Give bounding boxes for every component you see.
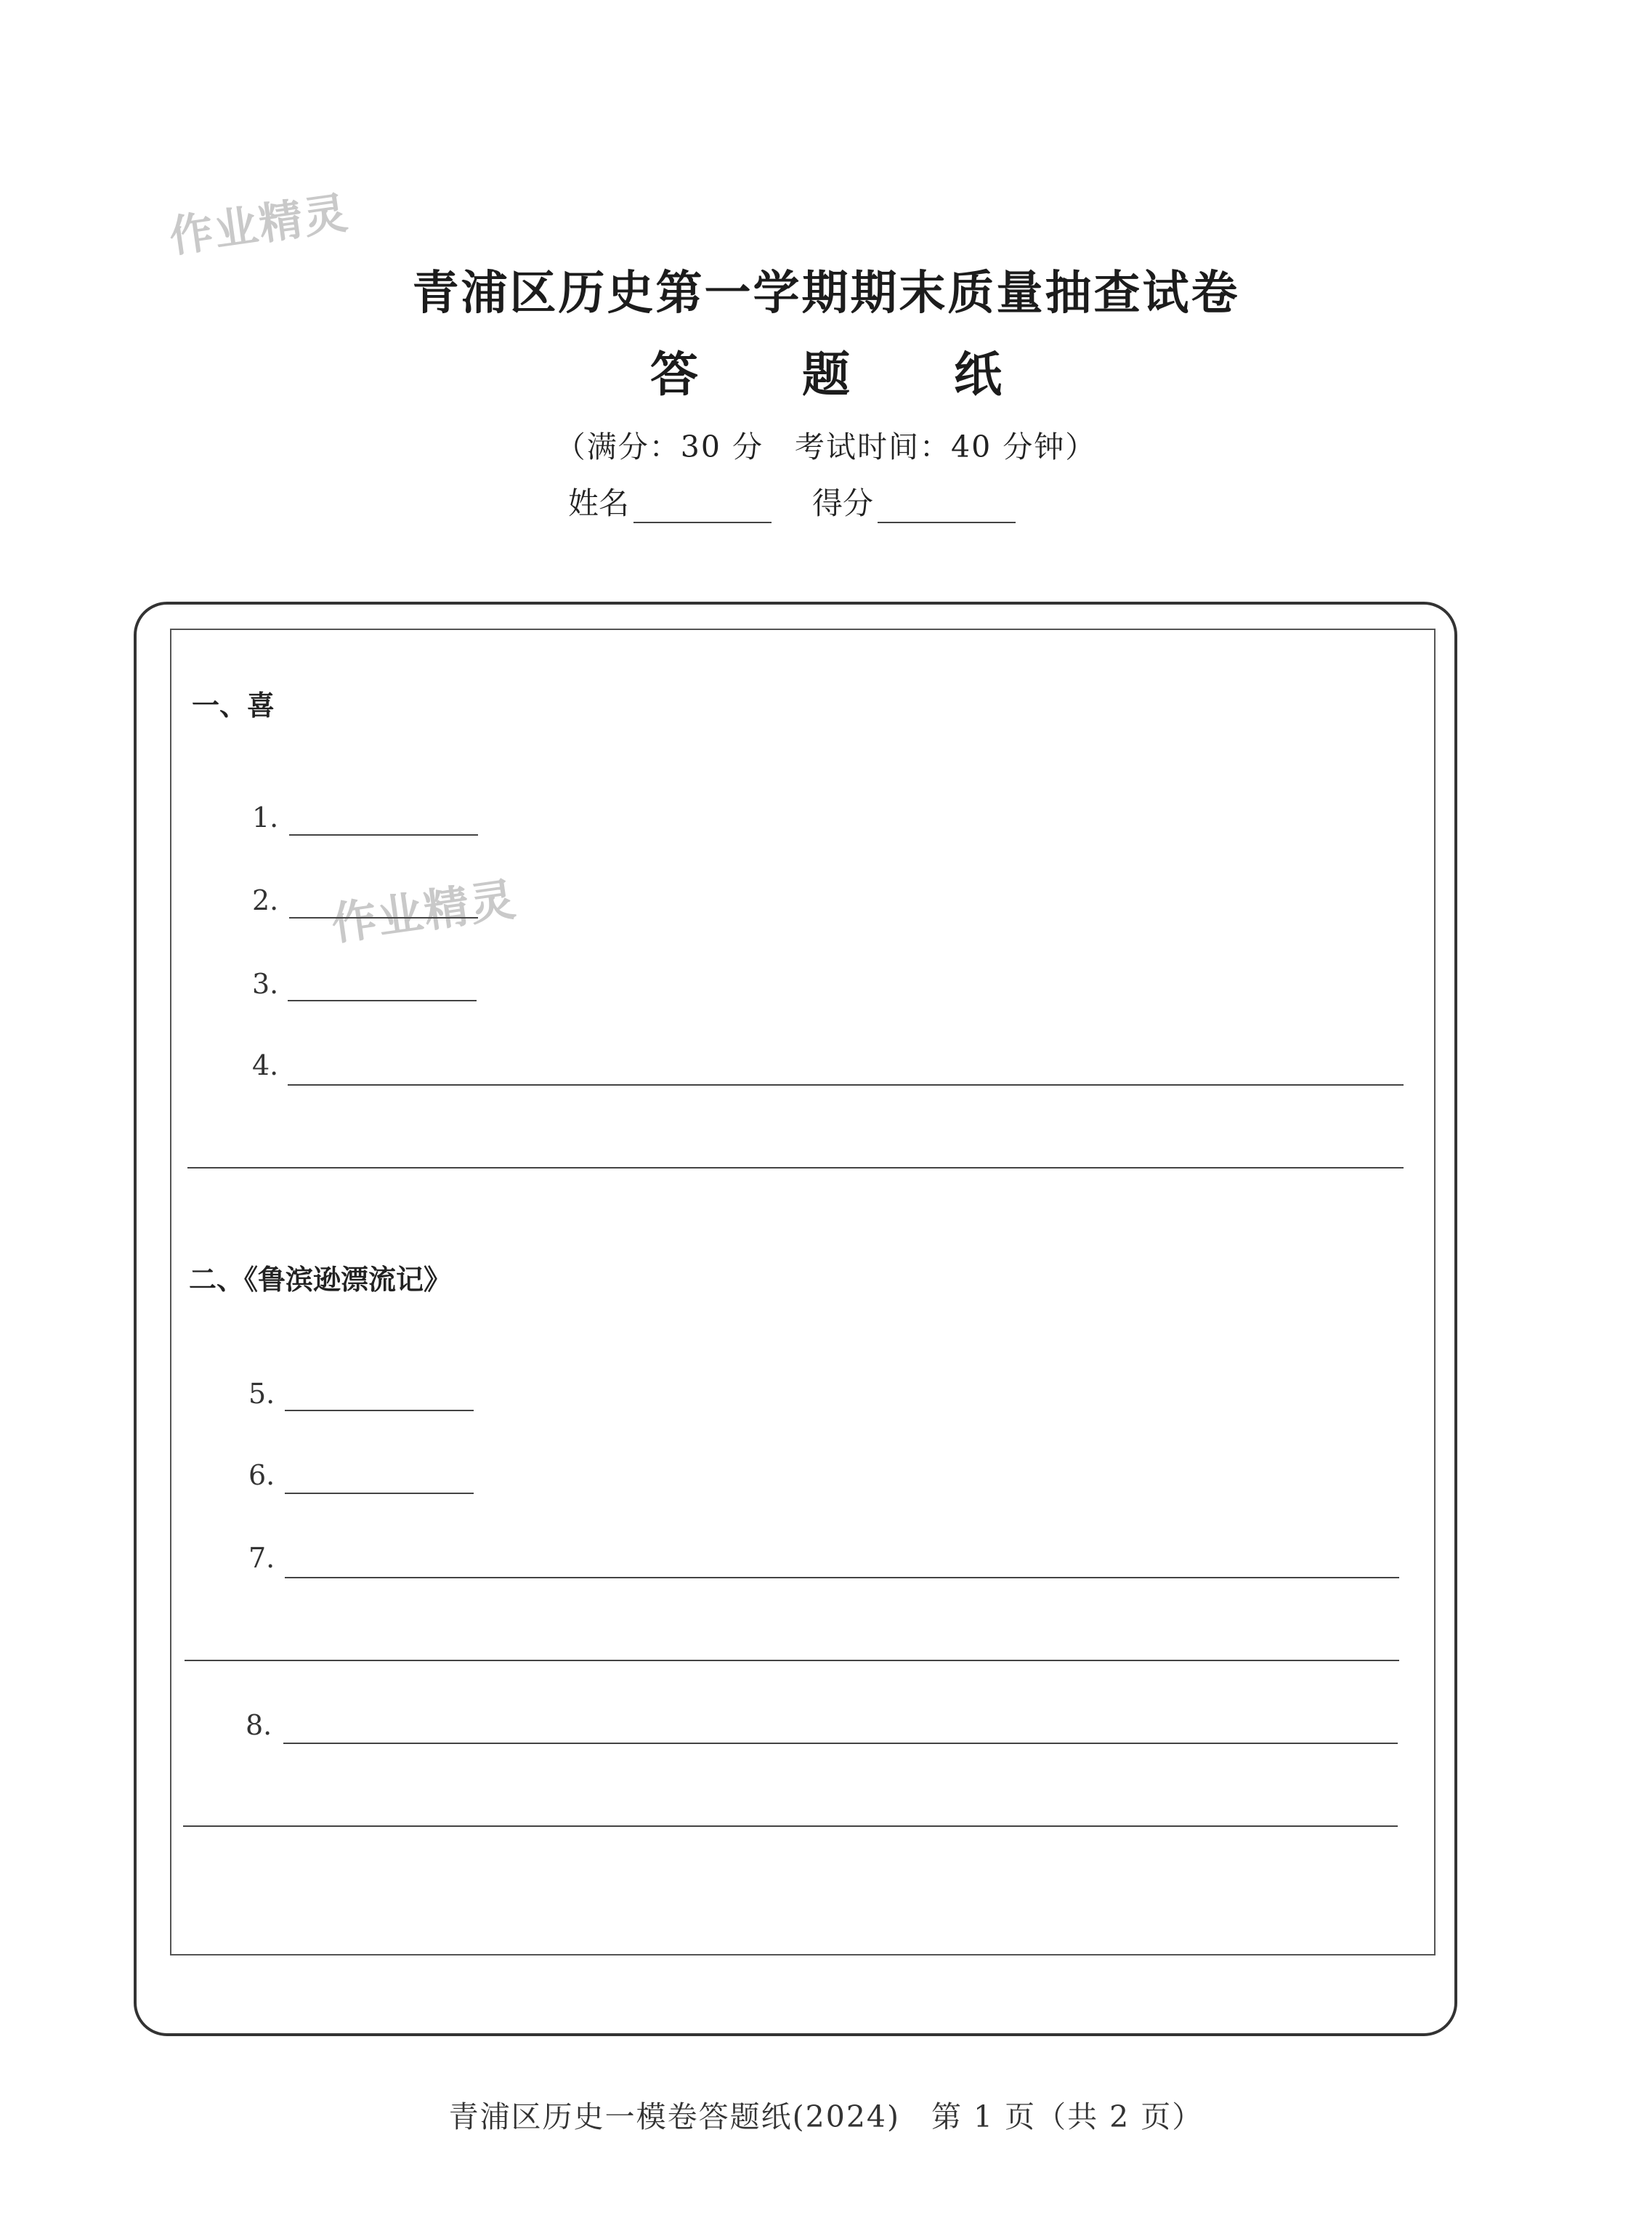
question-number: 6. — [248, 1459, 275, 1491]
name-label: 姓名 — [568, 485, 630, 521]
question-number: 7. — [248, 1542, 275, 1574]
answer-line-6[interactable] — [285, 1493, 474, 1494]
name-field[interactable] — [633, 490, 772, 523]
score-label: 得分 — [812, 485, 874, 521]
answer-line-5[interactable] — [285, 1410, 474, 1411]
score-field[interactable] — [878, 490, 1016, 523]
answer-line-8[interactable] — [283, 1743, 1398, 1744]
answer-line-4-continued[interactable] — [187, 1167, 1404, 1168]
question-number: 8. — [246, 1709, 272, 1741]
watermark: 作业精灵 — [166, 187, 352, 263]
answer-line-7[interactable] — [285, 1577, 1399, 1578]
section-heading: 一、喜 — [192, 690, 275, 722]
watermark: 作业精灵 — [328, 872, 520, 951]
answer-line-4[interactable] — [288, 1084, 1404, 1086]
question-number: 5. — [248, 1378, 275, 1410]
question-number: 4. — [252, 1049, 279, 1081]
answer-line-1[interactable] — [289, 834, 478, 836]
answer-line-8-continued[interactable] — [183, 1825, 1398, 1827]
answer-line-7-continued[interactable] — [185, 1660, 1399, 1661]
exam-info: （满分：30 分 考试时间：40 分钟） — [555, 429, 1097, 464]
question-number: 1. — [252, 802, 279, 833]
name-score-row — [568, 480, 1016, 523]
question-number: 2. — [252, 884, 279, 916]
answer-line-3[interactable] — [288, 1000, 477, 1001]
page-title: 青浦区历史第一学期期末质量抽查试卷 — [412, 267, 1240, 320]
question-number: 3. — [252, 968, 279, 1000]
answer-line-2[interactable] — [289, 917, 478, 919]
page-footer: 青浦区历史一模卷答题纸(2024) 第 1 页（共 2 页） — [448, 2099, 1204, 2134]
page-subtitle: 答 题 纸 — [650, 347, 1045, 403]
section-heading: 二、《鲁滨逊漂流记》 — [189, 1264, 452, 1296]
